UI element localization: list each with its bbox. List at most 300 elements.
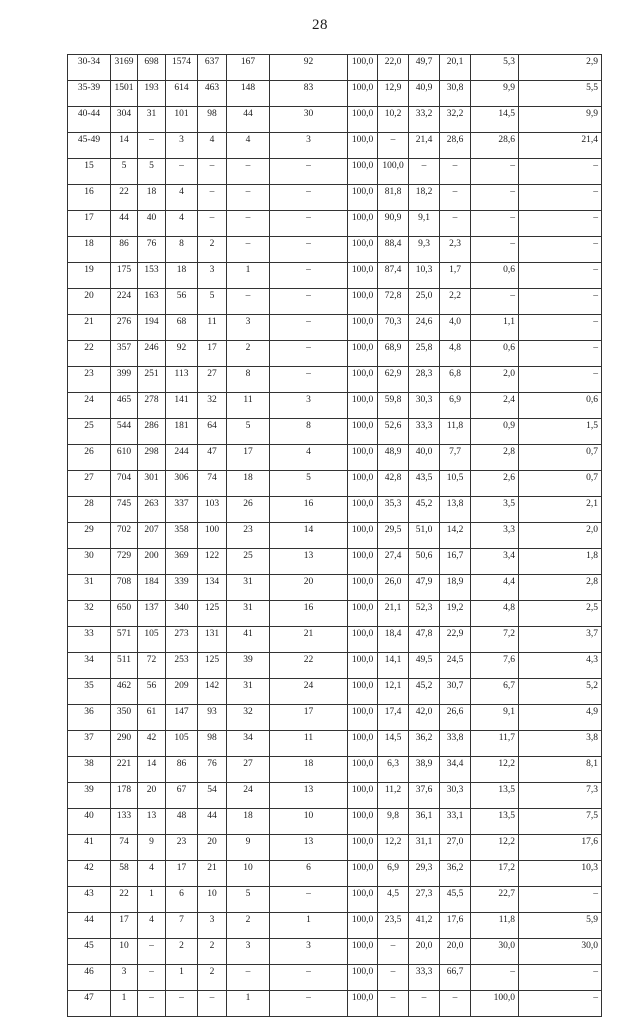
row-label-cell: 23 [68, 367, 111, 393]
table-cell: 87,4 [378, 263, 409, 289]
table-cell: 153 [138, 263, 166, 289]
table-cell: 6,8 [440, 367, 471, 393]
table-cell: 16 [270, 497, 348, 523]
table-cell: 4 [138, 861, 166, 887]
table-cell: 18 [227, 809, 270, 835]
table-cell: 54 [198, 783, 227, 809]
table-cell: – [519, 315, 602, 341]
table-cell: 24 [227, 783, 270, 809]
table-cell: 86 [166, 757, 198, 783]
row-label-cell: 45-49 [68, 133, 111, 159]
table-row [68, 809, 602, 835]
table-cell: 76 [138, 237, 166, 263]
table-cell: 1 [138, 887, 166, 913]
row-label-cell: 39 [68, 783, 111, 809]
table-cell: 100,0 [348, 341, 378, 367]
table-cell: 147 [166, 705, 198, 731]
row-label-cell: 42 [68, 861, 111, 887]
table-cell: 4,4 [471, 575, 519, 601]
table-cell: 1 [166, 965, 198, 991]
table-cell: – [270, 263, 348, 289]
table-cell: 43,5 [409, 471, 440, 497]
row-label-cell: 18 [68, 237, 111, 263]
table-cell: 4,3 [519, 653, 602, 679]
table-cell: 64 [198, 419, 227, 445]
table-cell: 44 [198, 809, 227, 835]
table-cell: 20 [198, 835, 227, 861]
table-cell: 18 [270, 757, 348, 783]
table-cell: 4 [270, 445, 348, 471]
table-cell: 34 [227, 731, 270, 757]
table-cell: 1501 [111, 81, 138, 107]
table-row [68, 523, 602, 549]
table-cell: 2 [198, 237, 227, 263]
row-label-cell: 31 [68, 575, 111, 601]
table-cell: 637 [198, 55, 227, 81]
table-row [68, 575, 602, 601]
table-cell: – [440, 211, 471, 237]
table-row [68, 835, 602, 861]
table-cell: 32 [198, 393, 227, 419]
table-cell: – [138, 133, 166, 159]
table-cell: 100,0 [348, 263, 378, 289]
row-label-cell: 33 [68, 627, 111, 653]
table-cell: – [471, 185, 519, 211]
table-cell: 41 [227, 627, 270, 653]
table-cell: – [519, 237, 602, 263]
table-cell: 47 [198, 445, 227, 471]
table-cell: 2,0 [471, 367, 519, 393]
table-cell: 68,9 [378, 341, 409, 367]
table-cell: 28,6 [471, 133, 519, 159]
table-cell: 17,2 [471, 861, 519, 887]
table-cell: 27,0 [440, 835, 471, 861]
table-cell: 745 [111, 497, 138, 523]
table-cell: 125 [198, 653, 227, 679]
table-cell: 30,3 [409, 393, 440, 419]
table-row [68, 627, 602, 653]
row-label-cell: 47 [68, 991, 111, 1017]
table-cell: – [440, 991, 471, 1017]
table-cell: 100,0 [348, 861, 378, 887]
table-cell: 5 [227, 419, 270, 445]
table-cell: 251 [138, 367, 166, 393]
table-cell: 3169 [111, 55, 138, 81]
table-cell: 10,3 [519, 861, 602, 887]
table-row [68, 939, 602, 965]
table-cell: 21,4 [519, 133, 602, 159]
table-cell: – [519, 887, 602, 913]
table-cell: 44 [111, 211, 138, 237]
table-cell: 10,5 [440, 471, 471, 497]
table-cell: 14 [138, 757, 166, 783]
table-cell: 62,9 [378, 367, 409, 393]
table-cell: 9 [138, 835, 166, 861]
table-cell: 3 [270, 939, 348, 965]
table-row [68, 55, 602, 81]
table-cell: 105 [138, 627, 166, 653]
table-cell: 9,8 [378, 809, 409, 835]
table-cell: 175 [111, 263, 138, 289]
table-cell: 148 [227, 81, 270, 107]
table-cell: 0,6 [471, 341, 519, 367]
table-row [68, 367, 602, 393]
table-cell: 3 [270, 393, 348, 419]
row-label-cell: 41 [68, 835, 111, 861]
table-cell: 90,9 [378, 211, 409, 237]
table-cell: 100,0 [348, 835, 378, 861]
table-cell: 10 [227, 861, 270, 887]
table-cell: 18 [227, 471, 270, 497]
table-cell: 12,2 [378, 835, 409, 861]
table-cell: 100,0 [348, 81, 378, 107]
table-cell: 350 [111, 705, 138, 731]
table-cell: – [409, 991, 440, 1017]
table-cell: 100,0 [348, 133, 378, 159]
row-label-cell: 29 [68, 523, 111, 549]
table-cell: 357 [111, 341, 138, 367]
table-cell: – [519, 965, 602, 991]
row-label-cell: 43 [68, 887, 111, 913]
table-cell: 100,0 [348, 237, 378, 263]
table-row [68, 497, 602, 523]
table-row [68, 705, 602, 731]
row-label-cell: 36 [68, 705, 111, 731]
row-label-cell: 45 [68, 939, 111, 965]
table-cell: 6,9 [440, 393, 471, 419]
row-label-cell: 30 [68, 549, 111, 575]
table-cell: 7,5 [519, 809, 602, 835]
row-label-cell: 35-39 [68, 81, 111, 107]
table-cell: 9 [227, 835, 270, 861]
table-cell: 2,9 [519, 55, 602, 81]
table-cell: 17 [111, 913, 138, 939]
table-cell: 2 [227, 341, 270, 367]
table-cell: – [227, 289, 270, 315]
statistics-table [67, 54, 602, 1017]
table-cell: 9,1 [471, 705, 519, 731]
table-cell: – [198, 185, 227, 211]
table-cell: 52,6 [378, 419, 409, 445]
table-cell: 74 [111, 835, 138, 861]
table-cell: 30 [270, 107, 348, 133]
table-body [68, 55, 602, 1017]
table-cell: 6,7 [471, 679, 519, 705]
table-cell: 100,0 [348, 809, 378, 835]
table-cell: 20,1 [440, 55, 471, 81]
table-cell: 45,5 [440, 887, 471, 913]
table-cell: 306 [166, 471, 198, 497]
table-cell: – [198, 159, 227, 185]
table-cell: 4,9 [519, 705, 602, 731]
table-cell: 14,5 [378, 731, 409, 757]
table-cell: 0,7 [519, 471, 602, 497]
table-cell: – [440, 159, 471, 185]
table-cell: 76 [198, 757, 227, 783]
table-cell: 74 [198, 471, 227, 497]
table-cell: 20,0 [440, 939, 471, 965]
table-cell: 51,0 [409, 523, 440, 549]
table-row [68, 393, 602, 419]
table-cell: – [471, 237, 519, 263]
table-cell: – [519, 185, 602, 211]
table-cell: 4 [198, 133, 227, 159]
table-cell: 2,8 [519, 575, 602, 601]
row-label-cell: 24 [68, 393, 111, 419]
table-cell: 465 [111, 393, 138, 419]
table-cell: 2,6 [471, 471, 519, 497]
table-row [68, 107, 602, 133]
table-cell: 1,8 [519, 549, 602, 575]
table-cell: 30,0 [471, 939, 519, 965]
table-cell: 544 [111, 419, 138, 445]
table-cell: 263 [138, 497, 166, 523]
table-cell: 3 [227, 315, 270, 341]
table-cell: 207 [138, 523, 166, 549]
table-cell: 41,2 [409, 913, 440, 939]
table-cell: 4 [166, 211, 198, 237]
table-cell: 93 [198, 705, 227, 731]
table-cell: 7,2 [471, 627, 519, 653]
table-cell: – [138, 965, 166, 991]
table-cell: 27 [227, 757, 270, 783]
table-cell: – [519, 341, 602, 367]
table-cell: 30,8 [440, 81, 471, 107]
table-cell: 37,6 [409, 783, 440, 809]
table-cell: 11 [270, 731, 348, 757]
table-cell: 10 [198, 887, 227, 913]
table-cell: 103 [198, 497, 227, 523]
table-cell: – [270, 341, 348, 367]
table-cell: 163 [138, 289, 166, 315]
table-row [68, 965, 602, 991]
table-cell: 30,0 [519, 939, 602, 965]
table-cell: – [198, 211, 227, 237]
table-cell: – [471, 159, 519, 185]
table-cell: 8 [166, 237, 198, 263]
row-label-cell: 27 [68, 471, 111, 497]
table-cell: 3,4 [471, 549, 519, 575]
table-cell: 7 [166, 913, 198, 939]
table-cell: 31,1 [409, 835, 440, 861]
table-cell: 100,0 [348, 887, 378, 913]
table-cell: 18,4 [378, 627, 409, 653]
table-cell: 133 [111, 809, 138, 835]
table-cell: 17,6 [519, 835, 602, 861]
table-cell: 17 [166, 861, 198, 887]
table-cell: 6,9 [378, 861, 409, 887]
table-cell: 2 [198, 939, 227, 965]
table-row [68, 159, 602, 185]
table-cell: 340 [166, 601, 198, 627]
table-cell: 27 [198, 367, 227, 393]
table-cell: 1,7 [440, 263, 471, 289]
table-cell: 35,3 [378, 497, 409, 523]
table-cell: 70,3 [378, 315, 409, 341]
table-cell: 141 [166, 393, 198, 419]
table-cell: 23 [166, 835, 198, 861]
row-label-cell: 46 [68, 965, 111, 991]
table-cell: 13 [270, 783, 348, 809]
table-cell: 42,8 [378, 471, 409, 497]
table-cell: 12,2 [471, 835, 519, 861]
table-cell: 571 [111, 627, 138, 653]
table-cell: 2 [198, 965, 227, 991]
table-cell: 178 [111, 783, 138, 809]
table-cell: 81,8 [378, 185, 409, 211]
table-cell: – [270, 211, 348, 237]
table-cell: 100,0 [348, 783, 378, 809]
table-cell: – [471, 211, 519, 237]
table-cell: 67 [166, 783, 198, 809]
table-cell: 7,3 [519, 783, 602, 809]
table-cell: 31 [138, 107, 166, 133]
row-label-cell: 44 [68, 913, 111, 939]
table-cell: 2,4 [471, 393, 519, 419]
table-cell: – [270, 159, 348, 185]
table-cell: 72 [138, 653, 166, 679]
table-cell: 2,5 [519, 601, 602, 627]
table-cell: 10,3 [409, 263, 440, 289]
table-row [68, 601, 602, 627]
table-cell: 22 [111, 185, 138, 211]
table-row [68, 991, 602, 1017]
table-row [68, 289, 602, 315]
table-cell: 167 [227, 55, 270, 81]
table-cell: 511 [111, 653, 138, 679]
row-label-cell: 25 [68, 419, 111, 445]
table-row [68, 783, 602, 809]
table-row [68, 263, 602, 289]
table-cell: 7,7 [440, 445, 471, 471]
table-cell: 33,3 [409, 965, 440, 991]
table-cell: 100,0 [348, 575, 378, 601]
table-cell: 22,7 [471, 887, 519, 913]
table-cell: 4 [227, 133, 270, 159]
table-cell: 18 [166, 263, 198, 289]
table-cell: 1,1 [471, 315, 519, 341]
table-cell: 1 [111, 991, 138, 1017]
table-cell: 49,5 [409, 653, 440, 679]
row-label-cell: 19 [68, 263, 111, 289]
table-cell: 193 [138, 81, 166, 107]
table-cell: 1 [227, 263, 270, 289]
table-cell: 92 [270, 55, 348, 81]
table-cell: 463 [198, 81, 227, 107]
table-cell: 48,9 [378, 445, 409, 471]
table-cell: 6,3 [378, 757, 409, 783]
table-cell: 0,7 [519, 445, 602, 471]
table-cell: 704 [111, 471, 138, 497]
table-cell: 36,2 [440, 861, 471, 887]
table-cell: 100,0 [348, 471, 378, 497]
table-cell: 6 [270, 861, 348, 887]
table-cell: 708 [111, 575, 138, 601]
table-cell: – [519, 211, 602, 237]
table-cell: 369 [166, 549, 198, 575]
table-cell: 113 [166, 367, 198, 393]
table-cell: 105 [166, 731, 198, 757]
table-cell: 28,3 [409, 367, 440, 393]
table-cell: 13 [270, 835, 348, 861]
table-cell: 14,5 [471, 107, 519, 133]
table-cell: 610 [111, 445, 138, 471]
table-cell: 29,3 [409, 861, 440, 887]
table-cell: 4,8 [471, 601, 519, 627]
table-cell: 13,5 [471, 809, 519, 835]
table-cell: 24,5 [440, 653, 471, 679]
table-cell: 13,8 [440, 497, 471, 523]
table-cell: – [270, 965, 348, 991]
table-cell: – [471, 289, 519, 315]
row-label-cell: 15 [68, 159, 111, 185]
table-cell: 12,2 [471, 757, 519, 783]
table-cell: 100,0 [378, 159, 409, 185]
table-cell: 1574 [166, 55, 198, 81]
table-cell: 11,8 [440, 419, 471, 445]
table-cell: 8 [270, 419, 348, 445]
table-row [68, 471, 602, 497]
table-cell: 10 [111, 939, 138, 965]
table-cell: 399 [111, 367, 138, 393]
table-cell: 100,0 [348, 107, 378, 133]
table-cell: 72,8 [378, 289, 409, 315]
table-cell: 26,0 [378, 575, 409, 601]
table-cell: 18,9 [440, 575, 471, 601]
table-cell: 3 [270, 133, 348, 159]
table-cell: 100,0 [348, 367, 378, 393]
table-cell: 23 [227, 523, 270, 549]
table-cell: 3 [198, 913, 227, 939]
table-cell: 276 [111, 315, 138, 341]
table-row [68, 887, 602, 913]
table-cell: 200 [138, 549, 166, 575]
table-cell: 301 [138, 471, 166, 497]
table-cell: 59,8 [378, 393, 409, 419]
table-cell: 358 [166, 523, 198, 549]
table-cell: 22,9 [440, 627, 471, 653]
table-cell: 13 [270, 549, 348, 575]
table-cell: 100,0 [348, 523, 378, 549]
table-cell: 34,4 [440, 757, 471, 783]
table-cell: 194 [138, 315, 166, 341]
table-cell: 209 [166, 679, 198, 705]
table-cell: 5 [138, 159, 166, 185]
table-cell: – [270, 185, 348, 211]
table-cell: 9,9 [519, 107, 602, 133]
table-cell: 3,5 [471, 497, 519, 523]
table-cell: 100,0 [348, 445, 378, 471]
table-row [68, 445, 602, 471]
table-cell: 224 [111, 289, 138, 315]
table-cell: – [227, 159, 270, 185]
row-label-cell: 37 [68, 731, 111, 757]
table-cell: 100,0 [348, 185, 378, 211]
table-cell: – [166, 991, 198, 1017]
table-cell: – [270, 237, 348, 263]
table-cell: 5 [198, 289, 227, 315]
table-cell: 286 [138, 419, 166, 445]
table-cell: 0,6 [471, 263, 519, 289]
table-cell: – [519, 991, 602, 1017]
table-cell: 100,0 [348, 315, 378, 341]
table-cell: – [166, 159, 198, 185]
table-cell: 304 [111, 107, 138, 133]
table-cell: 66,7 [440, 965, 471, 991]
table-cell: – [519, 263, 602, 289]
table-cell: 19,2 [440, 601, 471, 627]
table-cell: 26 [227, 497, 270, 523]
